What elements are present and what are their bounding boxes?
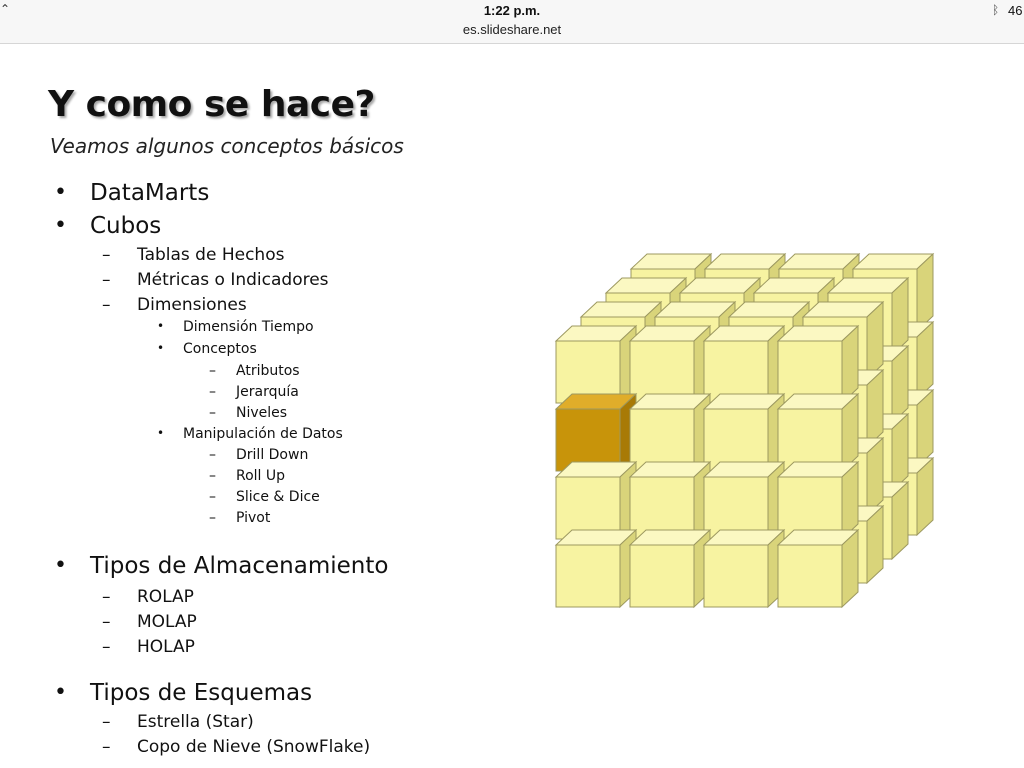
status-time: 1:22 p.m. [483,3,541,18]
outline-item-level-4: Jerarquía [236,384,299,400]
dash-marker: – [209,489,216,505]
slide-subtitle: Veamos algunos conceptos básicos [50,134,404,158]
dash-marker: – [209,405,216,421]
bullet-marker: • [157,426,165,440]
outline-item-level-2: Métricas o Indicadores [137,270,329,290]
dash-marker: – [102,612,111,632]
cube-cell [556,326,636,403]
cube-cell [630,394,710,471]
outline-item-level-3: Conceptos [183,341,257,357]
bullet-marker: • [157,319,165,333]
dash-marker: – [209,510,216,526]
outline-item-level-4: Niveles [236,405,288,421]
outline-item-level-1: Tipos de Almacenamiento [90,553,389,579]
cube-cell [630,530,710,607]
signal-icon: ⌃ [0,2,11,16]
battery-percentage: 46 [1008,3,1023,18]
outline-item-level-2: Copo de Nieve (SnowFlake) [137,737,371,757]
outline-item-level-2: Estrella (Star) [137,712,254,732]
olap-cube-diagram [548,246,948,618]
cube-cell-front-face [630,545,694,607]
dash-marker: – [209,384,216,400]
cube-cell-front-face [778,545,842,607]
outline-item-level-4: Drill Down [236,447,309,463]
bluetooth-icon: ᛒ [992,3,1000,17]
bullet-marker: • [54,213,67,238]
cube-cell [778,462,858,539]
outline-item-level-4: Slice & Dice [236,489,320,505]
outline-item-level-4: Pivot [236,510,271,526]
cube-cell [556,530,636,607]
outline-item-level-1: Cubos [90,213,162,239]
bullet-marker: • [54,180,67,205]
cube-cell-front-face [556,545,620,607]
cube-cell [778,530,858,607]
cube-cell [704,394,784,471]
outline-item-level-1: Tipos de Esquemas [90,680,313,706]
dash-marker: – [209,447,216,463]
cube-cell [778,394,858,471]
dash-marker: – [102,270,111,290]
bullet-marker: • [157,341,165,355]
address-url[interactable]: es.slideshare.net [462,22,562,37]
outline-item-level-2: Tablas de Hechos [137,245,285,265]
dash-marker: – [102,245,111,265]
outline-item-level-4: Atributos [236,363,300,379]
cube-cell [630,462,710,539]
cube-cell [778,326,858,403]
cube-cell [630,326,710,403]
dash-marker: – [209,468,216,484]
outline-item-level-4: Roll Up [236,468,286,484]
outline-item-level-3: Manipulación de Datos [183,426,343,442]
bullet-marker: • [54,553,67,578]
status-bar [0,0,1024,44]
bullet-marker: • [54,680,67,705]
outline-item-level-3: Dimensión Tiempo [183,319,314,335]
dash-marker: – [102,587,111,607]
cube-cell [704,530,784,607]
slide-title: Y como se hace? [48,84,375,125]
cube-cell [704,462,784,539]
highlighted-cube-cell [556,394,636,471]
dash-marker: – [102,637,111,657]
cube-cell [704,326,784,403]
outline-item-level-2: HOLAP [137,637,195,657]
cube-cell [556,462,636,539]
cube-cell-front-face [704,545,768,607]
dash-marker: – [209,363,216,379]
outline-item-level-2: MOLAP [137,612,197,632]
outline-item-level-1: DataMarts [90,180,210,206]
dash-marker: – [102,295,111,315]
outline-item-level-2: Dimensiones [137,295,247,315]
outline-item-level-2: ROLAP [137,587,194,607]
dash-marker: – [102,712,111,732]
dash-marker: – [102,737,111,757]
